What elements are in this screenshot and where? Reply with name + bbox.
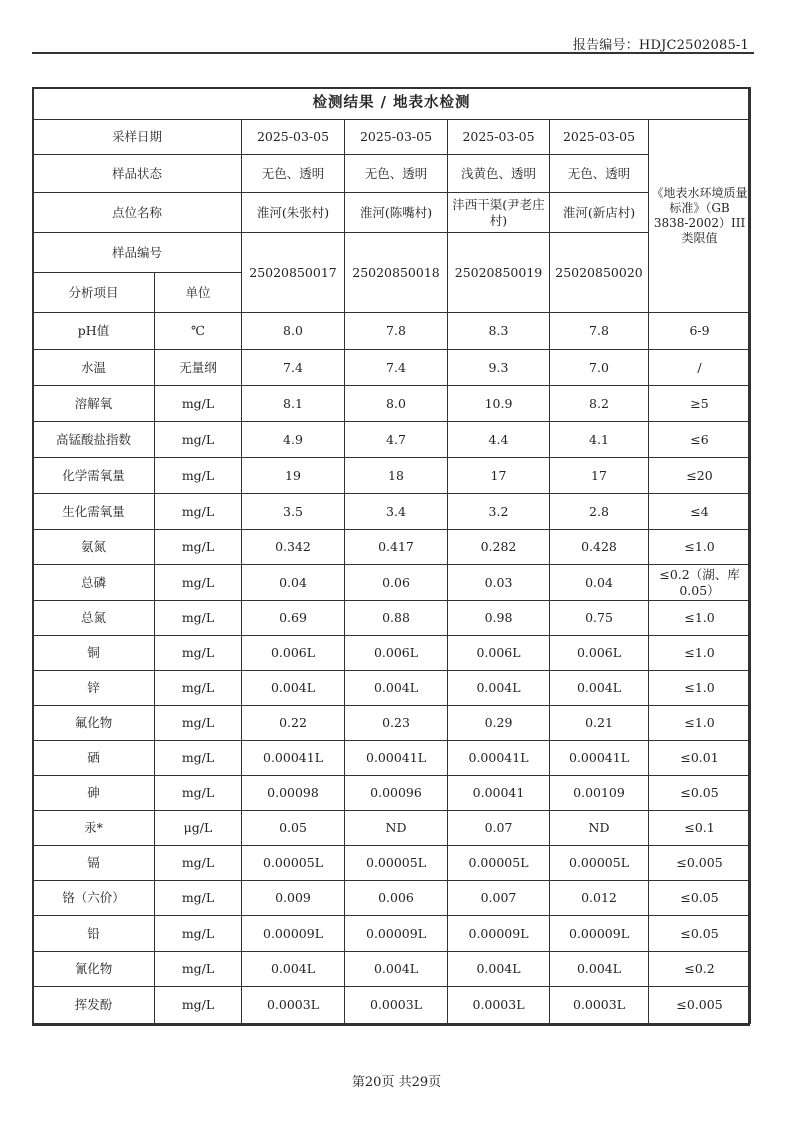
- analyte-unit: mg/L: [155, 565, 242, 601]
- result-value: 8.0: [345, 386, 448, 422]
- result-value: 0.00009L: [448, 916, 550, 952]
- analyte-unit: mg/L: [155, 671, 242, 706]
- analyte-name: 氨氮: [33, 530, 155, 565]
- analysis-item-label: 分析项目: [33, 273, 155, 313]
- analyte-name: 铅: [33, 916, 155, 952]
- result-value: 0.00041L: [448, 741, 550, 776]
- result-value: 0.04: [550, 565, 649, 601]
- analyte-name: 生化需氧量: [33, 494, 155, 530]
- limit-value: ≤0.2（湖、库0.05）: [649, 565, 751, 601]
- result-value: 0.004L: [550, 671, 649, 706]
- result-value: 0.00005L: [242, 846, 345, 881]
- limit-value: ≤6: [649, 422, 751, 458]
- result-value: 4.9: [242, 422, 345, 458]
- limit-value: ≤0.05: [649, 916, 751, 952]
- result-value: 0.00096: [345, 776, 448, 811]
- result-value: 0.004L: [448, 952, 550, 987]
- result-value: 17: [550, 458, 649, 494]
- result-value: 0.03: [448, 565, 550, 601]
- result-value: 8.0: [242, 313, 345, 350]
- result-value: 3.2: [448, 494, 550, 530]
- result-value: 0.00109: [550, 776, 649, 811]
- analyte-name: 氟化物: [33, 706, 155, 741]
- result-value: 0.00005L: [448, 846, 550, 881]
- analyte-unit: ℃: [155, 313, 242, 350]
- table-title: 检测结果 / 地表水检测: [33, 88, 751, 120]
- analyte-name: pH值: [33, 313, 155, 350]
- result-value: 0.006L: [448, 636, 550, 671]
- sample-no-label: 样品编号: [33, 233, 242, 273]
- analyte-unit: mg/L: [155, 601, 242, 636]
- result-value: 7.4: [242, 350, 345, 386]
- result-value: 4.7: [345, 422, 448, 458]
- sample-date: 2025-03-05: [550, 120, 649, 155]
- result-value: 0.0003L: [345, 987, 448, 1024]
- result-value: 0.00009L: [550, 916, 649, 952]
- result-value: 0.00005L: [550, 846, 649, 881]
- result-value: 0.342: [242, 530, 345, 565]
- sample-state: 无色、透明: [345, 155, 448, 193]
- result-value: 0.05: [242, 811, 345, 846]
- result-value: 7.8: [550, 313, 649, 350]
- analyte-unit: 无量纲: [155, 350, 242, 386]
- limit-value: ≤0.05: [649, 881, 751, 916]
- result-value: 0.006: [345, 881, 448, 916]
- sample-location: 沣西干渠(尹老庄村): [448, 193, 550, 233]
- analyte-unit: mg/L: [155, 494, 242, 530]
- result-value: 0.04: [242, 565, 345, 601]
- result-value: 2.8: [550, 494, 649, 530]
- limit-value: ≤1.0: [649, 706, 751, 741]
- result-value: 0.98: [448, 601, 550, 636]
- sample-location: 淮河(朱张村): [242, 193, 345, 233]
- result-value: 0.00098: [242, 776, 345, 811]
- result-value: 0.0003L: [242, 987, 345, 1024]
- limit-value: ≤1.0: [649, 530, 751, 565]
- result-value: 0.006L: [550, 636, 649, 671]
- result-value: 0.21: [550, 706, 649, 741]
- result-value: 0.282: [448, 530, 550, 565]
- analyte-unit: mg/L: [155, 776, 242, 811]
- limit-value: ≤1.0: [649, 671, 751, 706]
- analyte-name: 铜: [33, 636, 155, 671]
- result-value: 0.23: [345, 706, 448, 741]
- analyte-name: 砷: [33, 776, 155, 811]
- result-value: 0.004L: [242, 952, 345, 987]
- result-value: 18: [345, 458, 448, 494]
- header-rule: [32, 52, 754, 54]
- result-value: 0.004L: [550, 952, 649, 987]
- limit-value: ≤1.0: [649, 636, 751, 671]
- analyte-unit: mg/L: [155, 846, 242, 881]
- result-value: 0.07: [448, 811, 550, 846]
- sample-number: 25020850019: [448, 233, 550, 313]
- limit-value: ≤20: [649, 458, 751, 494]
- result-value: 0.0003L: [550, 987, 649, 1024]
- result-value: 0.88: [345, 601, 448, 636]
- result-value: 0.007: [448, 881, 550, 916]
- result-value: 0.004L: [345, 671, 448, 706]
- analyte-unit: mg/L: [155, 530, 242, 565]
- sample-date: 2025-03-05: [448, 120, 550, 155]
- result-value: 0.428: [550, 530, 649, 565]
- limit-value: ≤0.005: [649, 987, 751, 1024]
- analyte-name: 溶解氧: [33, 386, 155, 422]
- result-value: 0.006L: [242, 636, 345, 671]
- sample-number: 25020850018: [345, 233, 448, 313]
- analyte-unit: μg/L: [155, 811, 242, 846]
- result-value: 0.69: [242, 601, 345, 636]
- sample-location: 淮河(新店村): [550, 193, 649, 233]
- limit-value: ≤0.1: [649, 811, 751, 846]
- result-value: 4.1: [550, 422, 649, 458]
- result-value: 0.00041: [448, 776, 550, 811]
- result-value: 0.006L: [345, 636, 448, 671]
- analyte-unit: mg/L: [155, 916, 242, 952]
- result-value: 0.00041L: [345, 741, 448, 776]
- result-value: 17: [448, 458, 550, 494]
- result-value: 0.004L: [242, 671, 345, 706]
- result-value: 3.4: [345, 494, 448, 530]
- result-value: 19: [242, 458, 345, 494]
- sample-number: 25020850020: [550, 233, 649, 313]
- limit-value: 6-9: [649, 313, 751, 350]
- analyte-name: 挥发酚: [33, 987, 155, 1024]
- analyte-name: 氰化物: [33, 952, 155, 987]
- analyte-name: 高锰酸盐指数: [33, 422, 155, 458]
- result-value: 8.1: [242, 386, 345, 422]
- limit-value: ≤0.05: [649, 776, 751, 811]
- analyte-name: 铬（六价）: [33, 881, 155, 916]
- limit-value: ≤1.0: [649, 601, 751, 636]
- result-value: 0.009: [242, 881, 345, 916]
- result-value: ND: [345, 811, 448, 846]
- result-value: 8.2: [550, 386, 649, 422]
- analyte-unit: mg/L: [155, 422, 242, 458]
- sample-date: 2025-03-05: [345, 120, 448, 155]
- date-label: 采样日期: [33, 120, 242, 155]
- result-value: 0.00009L: [345, 916, 448, 952]
- sample-number: 25020850017: [242, 233, 345, 313]
- analyte-name: 总磷: [33, 565, 155, 601]
- limit-value: ≥5: [649, 386, 751, 422]
- result-value: 0.00009L: [242, 916, 345, 952]
- result-value: 7.4: [345, 350, 448, 386]
- analyte-name: 总氮: [33, 601, 155, 636]
- result-value: 0.0003L: [448, 987, 550, 1024]
- result-value: 0.29: [448, 706, 550, 741]
- result-value: 0.75: [550, 601, 649, 636]
- result-value: 0.00005L: [345, 846, 448, 881]
- analyte-unit: mg/L: [155, 952, 242, 987]
- result-value: 7.8: [345, 313, 448, 350]
- analyte-name: 镉: [33, 846, 155, 881]
- state-label: 样品状态: [33, 155, 242, 193]
- report-number: 报告编号：HDJC2502085-1: [572, 38, 749, 53]
- table-frame: [32, 87, 750, 1026]
- sample-state: 无色、透明: [550, 155, 649, 193]
- result-value: 9.3: [448, 350, 550, 386]
- result-value: 7.0: [550, 350, 649, 386]
- unit-label: 单位: [155, 273, 242, 313]
- result-value: 0.004L: [345, 952, 448, 987]
- result-value: 0.012: [550, 881, 649, 916]
- result-value: ND: [550, 811, 649, 846]
- analyte-name: 锌: [33, 671, 155, 706]
- result-value: 0.417: [345, 530, 448, 565]
- analyte-unit: mg/L: [155, 636, 242, 671]
- sample-date: 2025-03-05: [242, 120, 345, 155]
- limit-value: ≤0.005: [649, 846, 751, 881]
- sample-state: 无色、透明: [242, 155, 345, 193]
- result-value: 0.00041L: [550, 741, 649, 776]
- result-value: 0.22: [242, 706, 345, 741]
- analyte-unit: mg/L: [155, 458, 242, 494]
- analyte-name: 化学需氧量: [33, 458, 155, 494]
- analyte-unit: mg/L: [155, 881, 242, 916]
- limit-value: ≤0.01: [649, 741, 751, 776]
- analyte-name: 硒: [33, 741, 155, 776]
- analyte-name: 水温: [33, 350, 155, 386]
- analyte-name: 汞*: [33, 811, 155, 846]
- result-value: 3.5: [242, 494, 345, 530]
- sample-state: 浅黄色、透明: [448, 155, 550, 193]
- result-value: 0.06: [345, 565, 448, 601]
- result-value: 0.004L: [448, 671, 550, 706]
- limit-value: ≤4: [649, 494, 751, 530]
- limit-value: ≤0.2: [649, 952, 751, 987]
- standard-header: 《地表水环境质量标准》（GB 3838-2002）III类限值: [649, 120, 751, 313]
- result-value: 0.00041L: [242, 741, 345, 776]
- limit-value: /: [649, 350, 751, 386]
- result-value: 8.3: [448, 313, 550, 350]
- result-value: 4.4: [448, 422, 550, 458]
- analyte-unit: mg/L: [155, 741, 242, 776]
- analyte-unit: mg/L: [155, 987, 242, 1024]
- result-value: 10.9: [448, 386, 550, 422]
- page-footer: 第20页 共29页: [351, 1075, 442, 1090]
- analyte-unit: mg/L: [155, 706, 242, 741]
- analyte-unit: mg/L: [155, 386, 242, 422]
- location-label: 点位名称: [33, 193, 242, 233]
- sample-location: 淮河(陈嘴村): [345, 193, 448, 233]
